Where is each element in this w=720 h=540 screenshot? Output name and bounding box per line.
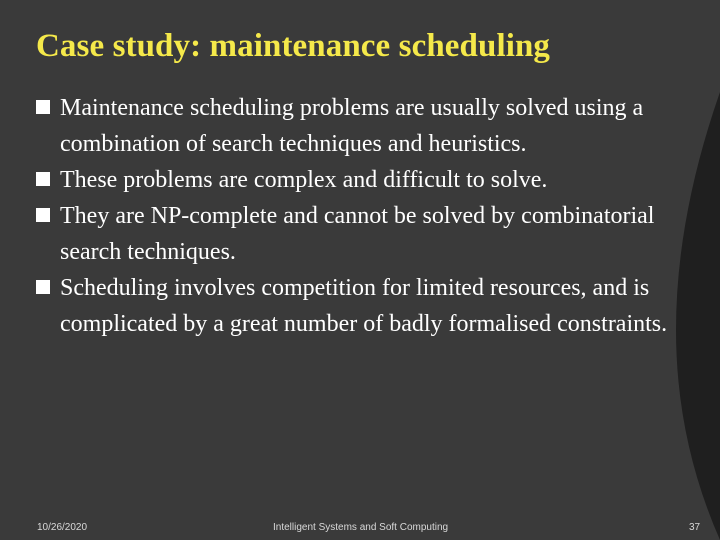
bullet-text: They are NP-complete and cannot be solved by combinatorial search techniques. (60, 203, 655, 265)
bullet-item (36, 162, 676, 198)
square-bullet-icon (36, 280, 50, 294)
bullet-item (36, 90, 676, 162)
bullet-list (36, 90, 676, 342)
bullet-item (36, 198, 676, 270)
bullet-text: These problems are complex and difficult to solve. (60, 167, 548, 193)
bullet-text: Scheduling involves competition for limited resources, and is complicated by a great number of badly formalised constraints. (60, 275, 668, 337)
bullet-item (36, 270, 676, 342)
footer-course-title: Intelligent Systems and Soft Computing (273, 522, 449, 533)
footer-page-number: 37 (689, 522, 701, 533)
slide-title: Case study: maintenance scheduling (36, 28, 551, 64)
square-bullet-icon (36, 100, 50, 114)
footer-date: 10/26/2020 (37, 522, 88, 533)
bullet-text: Maintenance scheduling problems are usually solved using a combination of search techniques and heuristics. (60, 95, 644, 157)
square-bullet-icon (36, 208, 50, 222)
square-bullet-icon (36, 172, 50, 186)
